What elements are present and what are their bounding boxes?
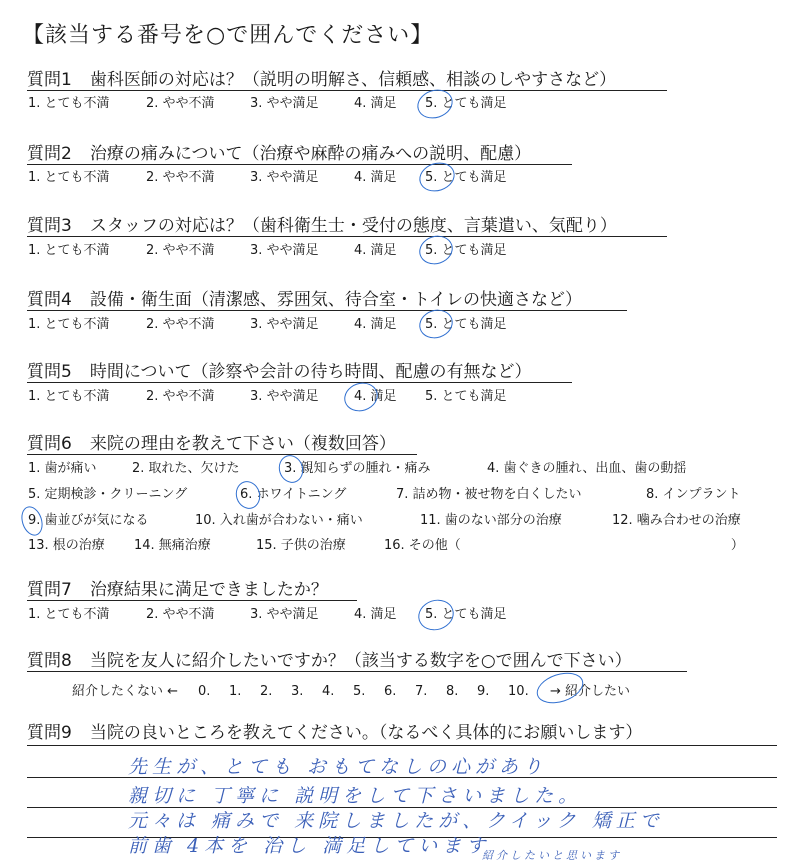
- question-2-text: 治療の痛みについて（治療や麻酔の痛みへの説明、配慮）: [89, 144, 532, 164]
- q2-option-5[interactable]: 5. とても満足: [425, 170, 507, 185]
- q2-option-2[interactable]: 2. やや不満: [146, 170, 215, 185]
- q1-option-2[interactable]: 2. やや不満: [146, 96, 215, 111]
- q7-option-5[interactable]: 5. とても満足: [425, 607, 507, 622]
- reason-8[interactable]: 8. インプラント: [646, 487, 741, 502]
- question-8-underline: [27, 671, 687, 672]
- question-7-text: 治療結果に満足できましたか？: [89, 580, 328, 600]
- q4-selection-circle: [416, 305, 457, 342]
- reason-15[interactable]: 15. 子供の治療: [256, 538, 346, 553]
- question-5-heading: [27, 362, 532, 382]
- scale-0[interactable]: 0.: [198, 684, 211, 699]
- question-8-label: 質問8: [27, 651, 72, 671]
- q7-option-1[interactable]: 1. とても不満: [28, 607, 110, 622]
- scale-7[interactable]: 7.: [415, 684, 428, 699]
- question-9-label: 質問9: [27, 723, 72, 743]
- q5-option-1[interactable]: 1. とても不満: [28, 389, 110, 404]
- q6-selection-circle-3: [275, 452, 306, 486]
- question-9-text: 当院の良いところを教えてください。（なるべく具体的にお願いします）: [89, 723, 643, 743]
- scale-2[interactable]: 2.: [260, 684, 273, 699]
- q5-option-4[interactable]: 4. 満足: [354, 389, 397, 404]
- question-3-heading: [27, 216, 617, 236]
- question-1-heading: [27, 70, 616, 90]
- question-4-label: 質問4: [27, 290, 72, 310]
- question-1-label: 質問1: [27, 70, 72, 90]
- question-9-heading: [27, 723, 642, 743]
- scale-4[interactable]: 4.: [322, 684, 335, 699]
- q4-option-5[interactable]: 5. とても満足: [425, 317, 507, 332]
- handwriting-line-1: 先生が、とても おもてなしの心があり: [128, 756, 548, 778]
- question-7-label: 質問7: [27, 580, 72, 600]
- reason-13[interactable]: 13. 根の治療: [28, 538, 105, 553]
- q3-option-4[interactable]: 4. 満足: [354, 243, 397, 258]
- q3-option-2[interactable]: 2. やや不満: [146, 243, 215, 258]
- q1-option-4[interactable]: 4. 満足: [354, 96, 397, 111]
- q6-selection-circle-6: [232, 478, 263, 512]
- q7-option-2[interactable]: 2. やや不満: [146, 607, 215, 622]
- q3-option-1[interactable]: 1. とても不満: [28, 243, 110, 258]
- q2-option-3[interactable]: 3. やや満足: [250, 170, 319, 185]
- q4-option-3[interactable]: 3. やや満足: [250, 317, 319, 332]
- question-3-text: スタッフの対応は？（歯科衛生士・受付の態度、言葉遣い、気配り）: [89, 216, 617, 236]
- q2-option-1[interactable]: 1. とても不満: [28, 170, 110, 185]
- reason-5[interactable]: 5. 定期検診・クリーニング: [28, 487, 188, 502]
- q5-selection-circle: [341, 378, 382, 415]
- q7-selection-circle: [414, 595, 458, 635]
- handwriting-line-2: 親切に 丁寧に 説明をして下さいました。: [128, 785, 583, 807]
- question-7-heading: [27, 580, 328, 600]
- scale-9[interactable]: 9.: [477, 684, 490, 699]
- q3-option-3[interactable]: 3. やや満足: [250, 243, 319, 258]
- question-5-label: 質問5: [27, 362, 72, 382]
- question-8-text: 当院を友人に紹介したいですか？（該当する数字を○で囲んで下さい）: [89, 651, 632, 671]
- scale-3[interactable]: 3.: [291, 684, 304, 699]
- reason-2[interactable]: 2. 取れた、欠けた: [132, 461, 240, 476]
- scale-right-label: → 紹介したい: [550, 684, 631, 699]
- q1-option-3[interactable]: 3. やや満足: [250, 96, 319, 111]
- handwriting-line-4: 前歯 4本を 治し 満足しています: [128, 835, 491, 857]
- reason-11[interactable]: 11. 歯のない部分の治療: [420, 513, 562, 528]
- reason-4[interactable]: 4. 歯ぐきの腫れ、出血、歯の動揺: [487, 461, 687, 476]
- question-3-label: 質問3: [27, 216, 72, 236]
- q5-option-3[interactable]: 3. やや満足: [250, 389, 319, 404]
- question-2-label: 質問2: [27, 144, 72, 164]
- reason-16-close: ）: [730, 538, 744, 553]
- scale-6[interactable]: 6.: [384, 684, 397, 699]
- page-title: 【該当する番号を○で囲んでください】: [22, 23, 434, 48]
- question-7-underline: [27, 600, 357, 601]
- reason-3[interactable]: 3. 親知らずの腫れ・痛み: [284, 461, 431, 476]
- scale-left-label: 紹介したくない ←: [72, 684, 179, 699]
- q7-option-4[interactable]: 4. 満足: [354, 607, 397, 622]
- q3-selection-circle: [416, 231, 457, 268]
- answer-line-1: [27, 745, 777, 746]
- question-6-text: 来院の理由を教えて下さい（複数回答）: [89, 434, 396, 454]
- q7-option-3[interactable]: 3. やや満足: [250, 607, 319, 622]
- reason-10[interactable]: 10. 入れ歯が合わない・痛い: [195, 513, 363, 528]
- reason-16-label: 16. その他（: [384, 538, 461, 553]
- q6-selection-circle-9: [18, 504, 46, 539]
- question-4-heading: [27, 290, 582, 310]
- q4-option-1[interactable]: 1. とても不満: [28, 317, 110, 332]
- question-5-underline: [27, 382, 572, 383]
- reason-9[interactable]: 9. 歯並びが気になる: [28, 513, 149, 528]
- reason-1[interactable]: 1. 歯が痛い: [28, 461, 97, 476]
- handwriting-line-3: 元々は 痛みで 来院しましたが、クイック 矯正で: [128, 810, 664, 832]
- reason-6[interactable]: 6. ホワイトニング: [240, 487, 347, 502]
- question-3-underline: [27, 236, 667, 237]
- question-4-underline: [27, 310, 627, 311]
- q4-option-4[interactable]: 4. 満足: [354, 317, 397, 332]
- question-6-heading: [27, 434, 396, 454]
- q4-option-2[interactable]: 2. やや不満: [146, 317, 215, 332]
- question-8-heading: [27, 651, 632, 671]
- q8-selection-circle: [533, 667, 587, 708]
- scale-10[interactable]: 10.: [508, 684, 529, 699]
- question-6-label: 質問6: [27, 434, 72, 454]
- q2-option-4[interactable]: 4. 満足: [354, 170, 397, 185]
- reason-14[interactable]: 14. 無痛治療: [134, 538, 211, 553]
- question-1-underline: [27, 90, 667, 91]
- q5-option-5[interactable]: 5. とても満足: [425, 389, 507, 404]
- reason-12[interactable]: 12. 噛み合わせの治療: [612, 513, 741, 528]
- question-4-text: 設備・衛生面（清潔感、雰囲気、待合室・トイレの快適さなど）: [89, 290, 582, 310]
- question-1-text: 歯科医師の対応は？（説明の明解さ、信頼感、相談のしやすさなど）: [89, 70, 617, 90]
- reason-7[interactable]: 7. 詰め物・被せ物を白くしたい: [396, 487, 582, 502]
- question-2-heading: [27, 144, 531, 164]
- question-2-underline: [27, 164, 572, 165]
- reason-16[interactable]: [384, 538, 744, 554]
- scale-8[interactable]: 8.: [446, 684, 459, 699]
- q1-option-1[interactable]: 1. とても不満: [28, 96, 110, 111]
- q3-option-5[interactable]: 5. とても満足: [425, 243, 507, 258]
- q5-option-2[interactable]: 2. やや不満: [146, 389, 215, 404]
- handwriting-line-5: 紹介したいと思います: [482, 849, 622, 862]
- question-5-text: 時間について（診察や会計の待ち時間、配慮の有無など）: [89, 362, 532, 382]
- question-6-underline: [27, 454, 417, 455]
- q1-option-5[interactable]: 5. とても満足: [425, 96, 507, 111]
- scale-1[interactable]: 1.: [229, 684, 242, 699]
- scale-5[interactable]: 5.: [353, 684, 366, 699]
